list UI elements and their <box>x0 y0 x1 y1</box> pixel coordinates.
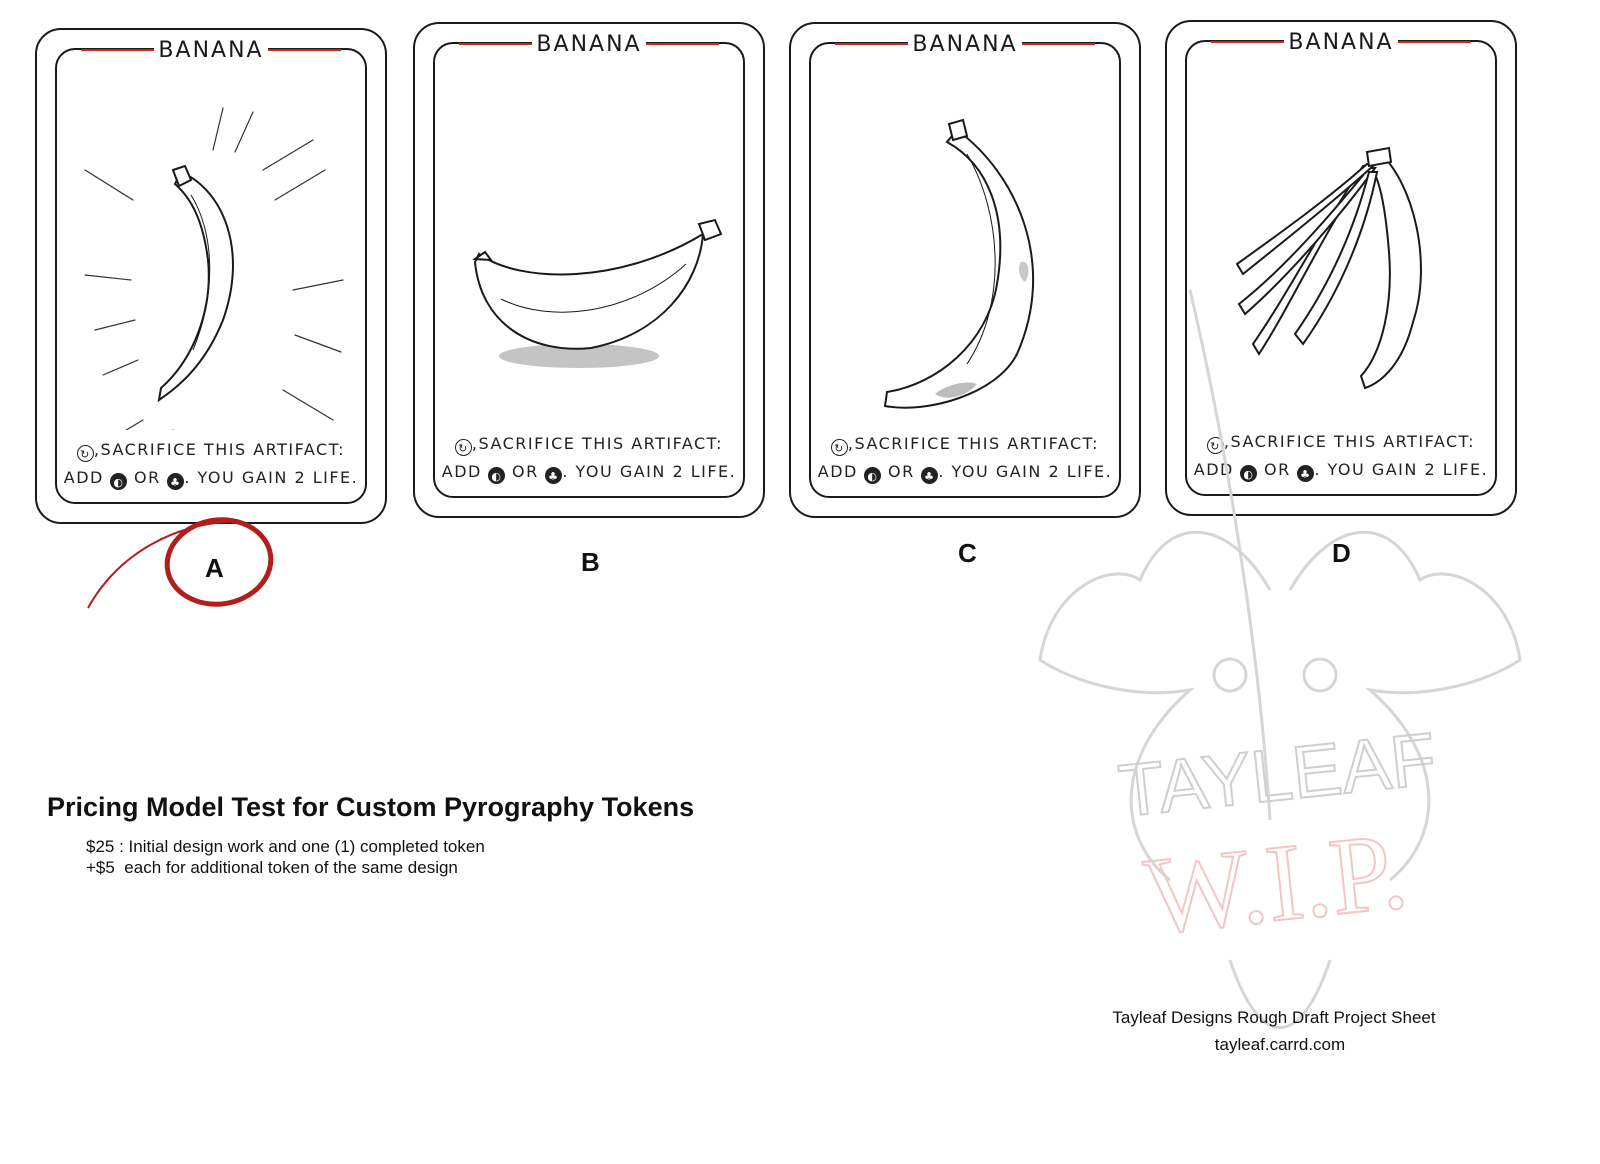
card-b[interactable] <box>413 22 765 518</box>
card-title-row <box>1211 29 1471 55</box>
tayleaf-wip-watermark <box>1030 260 1530 1110</box>
mana-symbol-icon: ◐ <box>864 467 881 484</box>
banana-illustration-lying <box>441 84 753 424</box>
mana-symbol-icon: ◐ <box>1240 465 1257 482</box>
card-title-row <box>81 37 341 63</box>
rules-line-2 <box>57 464 365 492</box>
banana-illustration-radiant <box>63 90 375 430</box>
rules-end: . YOU GAIN 2 LIFE. <box>938 462 1113 481</box>
rules-add: ADD <box>1193 460 1234 479</box>
title-rule-left <box>1211 41 1284 43</box>
rules-line-2 <box>435 458 743 486</box>
card-title-row <box>459 31 719 57</box>
option-label-b[interactable]: B <box>581 547 600 577</box>
rules-end: . YOU GAIN 2 LIFE. <box>562 462 737 481</box>
rules-add: ADD <box>63 468 104 487</box>
card-title: BANANA <box>1284 30 1397 55</box>
mana-symbol-icon: ◐ <box>110 473 127 490</box>
card-inner-frame <box>433 31 745 498</box>
title-rule-left <box>835 43 908 45</box>
card-a[interactable] <box>35 28 387 524</box>
card-title: BANANA <box>532 32 645 57</box>
card-rules-text <box>57 436 365 492</box>
watermark-text-tayleaf: TAYLEAF <box>1114 716 1440 833</box>
rules-line-1-text: SACRIFICE THIS ARTIFACT: <box>1230 432 1476 451</box>
rules-line-1: ↻ ,SACRIFICE THIS ARTIFACT: <box>811 430 1119 458</box>
tree-symbol-icon: ♣ <box>921 467 938 484</box>
selection-circle-icon <box>80 510 280 615</box>
tap-symbol-icon: ↻ <box>455 439 472 456</box>
tree-symbol-icon: ♣ <box>1297 465 1314 482</box>
mana-symbol-icon: ◐ <box>488 467 505 484</box>
footer-website-link[interactable]: tayleaf.carrd.com <box>1214 1035 1346 1054</box>
title-rule-right <box>1398 41 1471 43</box>
pricing-line-2: +$5 each for additional token of the same design <box>86 858 458 877</box>
rules-line-1-text: SACRIFICE THIS ARTIFACT: <box>854 434 1100 453</box>
card-title: BANANA <box>908 32 1021 57</box>
option-label-a[interactable]: A <box>205 553 224 583</box>
rules-line-1: ↻ ,SACRIFICE THIS ARTIFACT: <box>435 430 743 458</box>
card-rules-text <box>435 430 743 486</box>
tap-symbol-icon: ↻ <box>1207 437 1224 454</box>
rules-end: . YOU GAIN 2 LIFE. <box>1314 460 1489 479</box>
rules-line-1-text: SACRIFICE THIS ARTIFACT: <box>100 440 346 459</box>
rules-add: ADD <box>441 462 482 481</box>
watermark-text-wip: W.I.P. <box>1139 808 1413 958</box>
rules-add: ADD <box>817 462 858 481</box>
rules-or: OR <box>1264 460 1291 479</box>
tap-symbol-icon: ↻ <box>831 439 848 456</box>
tree-symbol-icon: ♣ <box>167 473 184 490</box>
option-label-d[interactable]: D <box>1332 538 1351 568</box>
option-label-c[interactable]: C <box>958 538 977 568</box>
tap-symbol-icon: ↻ <box>77 445 94 462</box>
tree-symbol-icon: ♣ <box>545 467 562 484</box>
rules-or: OR <box>512 462 539 481</box>
rules-end: . YOU GAIN 2 LIFE. <box>184 468 359 487</box>
title-rule-right <box>1022 43 1095 45</box>
card-inner-frame <box>55 37 367 504</box>
title-rule-left <box>81 49 154 51</box>
card-title-row <box>835 31 1095 57</box>
pricing-line-1: $25 : Initial design work and one (1) completed token <box>86 837 485 856</box>
rules-line-1: ↻ ,SACRIFICE THIS ARTIFACT: <box>1187 428 1495 456</box>
title-rule-right <box>646 43 719 45</box>
title-rule-left <box>459 43 532 45</box>
title-rule-right <box>268 49 341 51</box>
rules-line-1-text: SACRIFICE THIS ARTIFACT: <box>478 434 724 453</box>
pricing-title: Pricing Model Test for Custom Pyrography Tokens <box>47 792 695 822</box>
card-title: BANANA <box>154 38 267 63</box>
rules-or: OR <box>134 468 161 487</box>
rules-or: OR <box>888 462 915 481</box>
footer-project-sheet: Tayleaf Designs Rough Draft Project Sheet <box>1112 1008 1436 1027</box>
rules-line-1: ↻ ,SACRIFICE THIS ARTIFACT: <box>57 436 365 464</box>
